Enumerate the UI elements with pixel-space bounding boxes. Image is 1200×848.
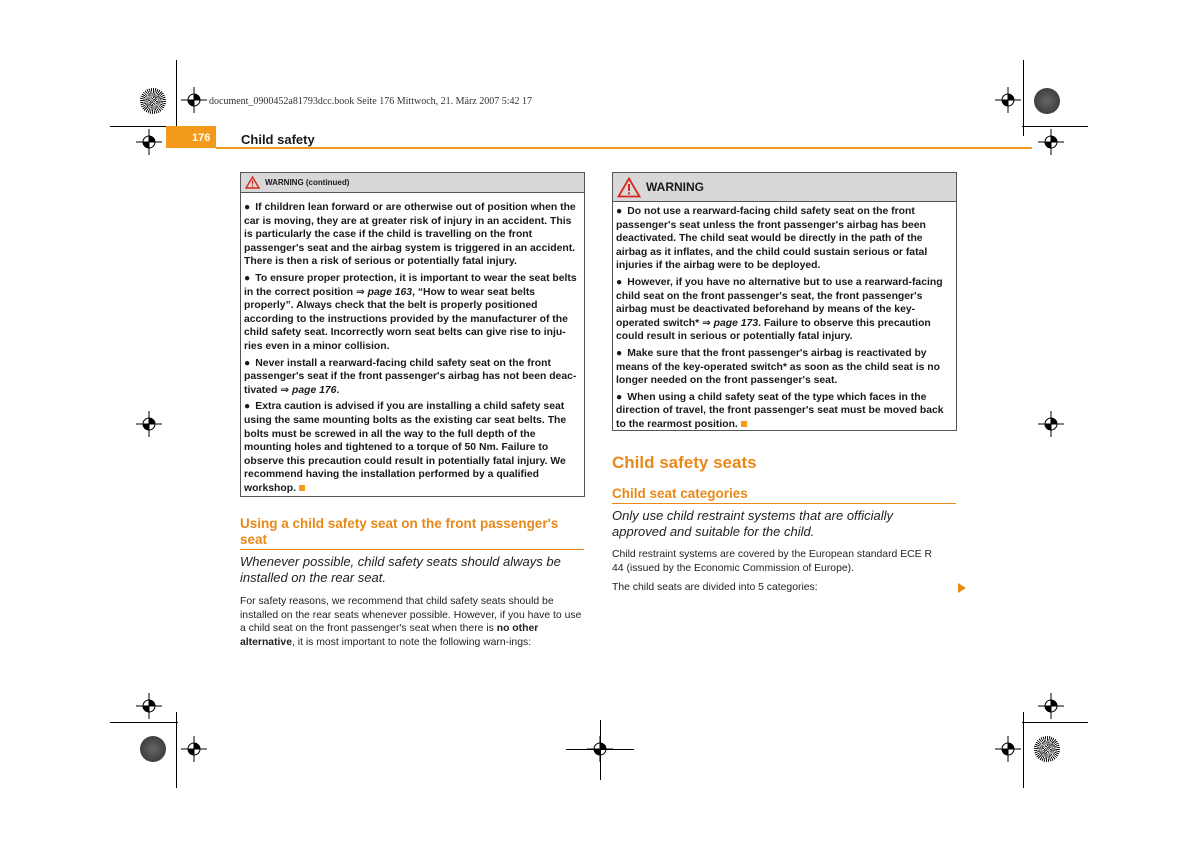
warning-item: ● Extra caution is advised if you are installing a child safety seat using the same mounting bolts as the existing car seat belts. The bolts must be screwed in all the way to the full depth of the mounting holes and tightened to a torque of 50 Nm. Failure to observe this precaution could result in potentially fatal injury. We recommend having the installation performed by a qualified workshop. [244,401,567,494]
end-of-section-marker [299,485,305,491]
warning-box [612,172,957,431]
header-rule [216,147,1032,149]
grey-target-icon [140,736,166,762]
registration-mark-icon [995,87,1021,113]
bullet-icon: ● [244,357,251,369]
child-safety-seats-heading: Child safety seats [612,453,757,472]
registration-mark-icon [1038,129,1064,155]
bullet-icon: ● [244,202,251,213]
bullet-icon: ● [616,276,623,288]
bullet-icon: ● [244,272,251,284]
warning-item: ● Make sure that the front passenger's airbag is reactivated by means of the key-operated switch* as soon as the child seat is no longer needed on the front passenger's seat. [616,347,940,387]
registration-mark-icon [181,87,207,113]
paragraph: The child seats are divided into 5 categories: [612,582,818,594]
warning-item: ● To ensure proper protection, it is important to wear the seat belts in the correct position ⇒ page 163, “How to wear seat belts properly”. Always check that the belt is properly positioned according to the instructions provided by the manufacturer of the child safety seat. Incorrectly worn seat belts can give rise to inju-ries even in a minor collision. [244,272,577,352]
warning-body [241,193,584,495]
warning-box-continued [240,172,585,497]
warning-item: ● Never install a rearward-facing child safety seat on the front passenger's seat if the front passenger's airbag has not been deac-tivated ⇒ page 176. [244,357,577,396]
page-reference-link[interactable]: page 173 [713,317,759,329]
starburst-target-icon [1034,736,1060,762]
warning-header [241,173,584,193]
bullet-icon: ● [616,206,623,217]
front-seat-paragraph: For safety reasons, we recommend that child safety seats should be installed on the rear seats whenever possible. However, if you have to use a child seat on the front passenger's seat when there is no other alternative, it is most important to note the following warn-ings: [240,596,582,648]
warning-item: ● However, if you have no alternative but to use a rearward-facing child seat on the front passenger's seat, the front passenger's airbag must be deactivated beforehand by means of the key-operated switch* ⇒ page 173. Failure to observe this precaution could result in serious or potentially fatal injury. [616,276,943,343]
registration-mark-icon [1038,693,1064,719]
child-seats-body [612,548,932,600]
warning-triangle-icon [245,176,260,189]
child-seat-categories-heading: Child seat categories [612,486,748,501]
page-number: 176 [192,132,211,144]
registration-mark-icon [136,411,162,437]
paragraph: Child restraint systems are covered by the European standard ECE R 44 (issued by the Economic Commission of Europe). [612,549,932,574]
continue-arrow-icon [958,583,966,593]
front-seat-heading: Using a child safety seat on the front passenger's seat [240,516,559,547]
section-title: Child safety [241,132,315,147]
page-reference-link[interactable]: page 176 [291,384,337,396]
warning-title: WARNING [646,180,704,194]
warning-item: ● If children lean forward or are otherwise out of position when the car is moving, they are at greater risk of injury in an accident. This is particularly the case if the child is travelling on the front passenger's seat and the airbag system is triggered in an accident. There is then a risk of serious or potentially fatal injury. [244,202,576,268]
bullet-icon: ● [244,401,251,413]
registration-mark-icon [136,693,162,719]
end-of-section-marker [741,421,747,427]
bullet-icon: ● [616,391,623,403]
registration-mark-icon [1038,411,1064,437]
page-reference-link[interactable]: page 163 [367,286,413,298]
heading-rule [612,503,956,504]
registration-mark-icon [587,736,613,762]
grey-target-icon [1034,88,1060,114]
warning-triangle-icon [617,177,641,198]
heading-rule [240,549,584,550]
warning-header [613,173,956,202]
warning-body [613,202,956,432]
warning-item: ● Do not use a rearward-facing child safety seat on the front passenger's seat unless the front passenger's airbag has been deactivated. The child seat would be directly in the path of the airbag as it inflates, and the child could sustain serious or fatal injuries if the airbag were to be deployed. [616,206,928,272]
registration-mark-icon [136,129,162,155]
warning-title: WARNING (continued) [265,178,350,187]
starburst-target-icon [140,88,166,114]
registration-mark-icon [181,736,207,762]
front-seat-intro: Whenever possible, child safety seats should always be installed on the rear seat. [240,554,561,585]
registration-mark-icon [995,736,1021,762]
warning-item: ● When using a child safety seat of the type which faces in the direction of travel, the front passenger's seat must be moved back to the rearmost position. [616,391,944,430]
file-header: document_0900452a81793dcc.book Seite 176 Mittwoch, 21. März 2007 5:42 17 [209,96,533,107]
child-seats-intro: Only use child restraint systems that are officially approved and suitable for the child. [612,508,894,539]
bullet-icon: ● [616,347,623,359]
